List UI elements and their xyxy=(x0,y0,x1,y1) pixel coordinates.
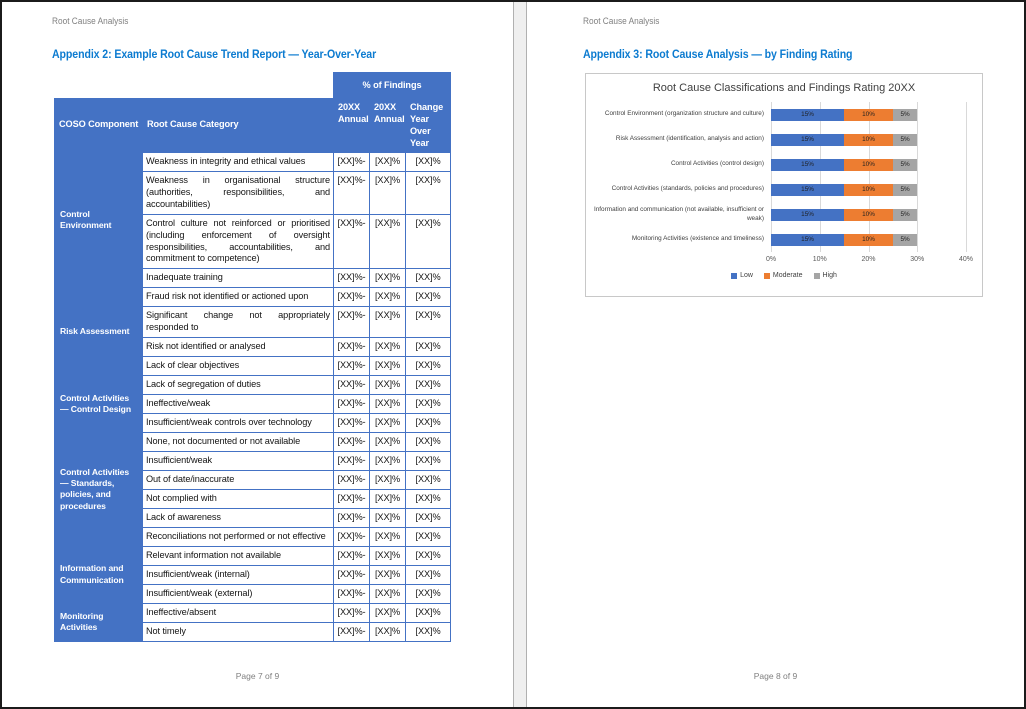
chart-category-row xyxy=(586,227,982,252)
bar-segment-moderate xyxy=(844,184,893,196)
data-label: 5% xyxy=(900,186,910,193)
root-cause-category-cell: Lack of segregation of duties xyxy=(143,376,334,395)
value-cell: [XX]% xyxy=(406,269,451,288)
legend-label: High xyxy=(822,272,837,279)
value-cell: [XX]% xyxy=(370,376,406,395)
bar-segment-moderate xyxy=(844,234,893,246)
root-cause-category-cell: Weakness in organisational structure (authorities, responsibilities, and accountabilities) xyxy=(143,171,334,214)
value-cell: [XX]% xyxy=(406,357,451,376)
value-cell: [XX]% xyxy=(406,171,451,214)
appendix-3-title-text: Appendix 3: Root Cause Analysis — by Finding Rating xyxy=(583,49,853,61)
data-label: 15% xyxy=(801,236,814,243)
appendix-2-title xyxy=(52,49,513,61)
data-label: 5% xyxy=(900,161,910,168)
bar-segment-moderate xyxy=(844,109,893,121)
value-cell: [XX]%- xyxy=(334,376,370,395)
value-cell: [XX]% xyxy=(406,622,451,641)
table-row xyxy=(55,546,451,565)
chart-title: Root Cause Classifications and Findings Rating 20XX xyxy=(652,82,916,94)
table-row xyxy=(55,152,451,171)
bar-segment-high xyxy=(893,134,917,146)
value-cell: [XX]% xyxy=(406,288,451,307)
root-cause-category-cell: Insufficient/weak controls over technology xyxy=(143,414,334,433)
coso-component-cell: Control Activities — Control Design xyxy=(55,376,143,433)
chart-category-label: Control Activities (control design) xyxy=(670,160,764,168)
value-cell: [XX]% xyxy=(370,451,406,470)
chart-category-row xyxy=(586,127,982,152)
findings-rating-chart xyxy=(585,73,983,297)
data-label: 15% xyxy=(801,136,814,143)
value-cell: [XX]% xyxy=(370,288,406,307)
legend-item xyxy=(731,272,753,279)
value-cell: [XX]% xyxy=(406,214,451,269)
bar-segment-high xyxy=(893,209,917,221)
data-label: 10% xyxy=(862,211,875,218)
value-cell: [XX]% xyxy=(370,395,406,414)
value-cell: [XX]% xyxy=(406,470,451,489)
running-header-left xyxy=(52,16,513,26)
value-cell: [XX]%- xyxy=(334,214,370,269)
bar-segment-high xyxy=(893,234,917,246)
data-label: 5% xyxy=(900,211,910,218)
data-label: 15% xyxy=(801,161,814,168)
value-cell: [XX]% xyxy=(406,433,451,452)
bar-segment-high xyxy=(893,109,917,121)
value-cell: [XX]% xyxy=(370,508,406,527)
coso-component-cell: Monitoring Activities xyxy=(55,603,143,641)
value-cell: [XX]%- xyxy=(334,603,370,622)
page-8 xyxy=(527,2,1024,707)
column-header: 20XX Annual xyxy=(370,99,406,153)
value-cell: [XX]% xyxy=(406,508,451,527)
findings-spanner-header: % of Findings xyxy=(334,73,451,99)
value-cell: [XX]% xyxy=(370,214,406,269)
appendix-3-title xyxy=(583,49,1024,61)
page-gap xyxy=(513,2,527,707)
value-cell: [XX]%- xyxy=(334,395,370,414)
data-label: 10% xyxy=(862,161,875,168)
root-cause-category-cell: Not complied with xyxy=(143,489,334,508)
legend-swatch xyxy=(731,273,737,279)
column-header-row xyxy=(55,99,451,153)
value-cell: [XX]% xyxy=(370,433,406,452)
column-header: Change Year Over Year xyxy=(406,99,451,153)
value-cell: [XX]% xyxy=(406,603,451,622)
root-cause-category-cell: Fraud risk not identified or actioned upon xyxy=(143,288,334,307)
value-cell: [XX]% xyxy=(406,152,451,171)
root-cause-category-cell: Reconciliations not performed or not effective xyxy=(143,527,334,546)
chart-bars xyxy=(586,102,982,252)
data-label: 10% xyxy=(862,186,875,193)
chart-category-label: Risk Assessment (identification, analysis and action) xyxy=(615,135,764,143)
value-cell: [XX]%- xyxy=(334,307,370,338)
table-row xyxy=(55,288,451,307)
legend-label: Moderate xyxy=(772,272,803,279)
chart-category-label: Information and communication (not available, insufficient or weak) xyxy=(593,206,764,222)
value-cell: [XX]%- xyxy=(334,288,370,307)
value-cell: [XX]% xyxy=(370,357,406,376)
value-cell: [XX]% xyxy=(406,546,451,565)
legend-swatch xyxy=(764,273,770,279)
bar-track xyxy=(771,159,966,171)
value-cell: [XX]% xyxy=(370,489,406,508)
value-cell: [XX]% xyxy=(370,269,406,288)
bar-segment-moderate xyxy=(844,159,893,171)
value-cell: [XX]%- xyxy=(334,565,370,584)
value-cell: [XX]% xyxy=(370,603,406,622)
value-cell: [XX]% xyxy=(406,338,451,357)
bar-track xyxy=(771,209,966,221)
root-cause-category-cell: Insufficient/weak (internal) xyxy=(143,565,334,584)
value-cell: [XX]% xyxy=(406,395,451,414)
column-header: 20XX Annual xyxy=(334,99,370,153)
bar-segment-low xyxy=(771,209,844,221)
value-cell: [XX]% xyxy=(370,171,406,214)
bar-segment-low xyxy=(771,234,844,246)
bar-track xyxy=(771,184,966,196)
table-row xyxy=(55,603,451,622)
root-cause-category-cell: Relevant information not available xyxy=(143,546,334,565)
chart-category-label: Control Environment (organization structure and culture) xyxy=(604,110,764,118)
table-row xyxy=(55,433,451,452)
table-head xyxy=(55,73,451,153)
value-cell: [XX]%- xyxy=(334,584,370,603)
root-cause-category-cell: Insufficient/weak xyxy=(143,451,334,470)
x-tick-label: 10% xyxy=(812,256,827,263)
value-cell: [XX]% xyxy=(406,565,451,584)
data-label: 10% xyxy=(862,136,875,143)
value-cell: [XX]%- xyxy=(334,414,370,433)
value-cell: [XX]%- xyxy=(334,269,370,288)
value-cell: [XX]%- xyxy=(334,489,370,508)
column-header: COSO Component xyxy=(55,99,143,153)
running-header-right xyxy=(583,16,1024,26)
value-cell: [XX]% xyxy=(406,489,451,508)
bar-segment-low xyxy=(771,184,844,196)
value-cell: [XX]% xyxy=(370,584,406,603)
data-label: 5% xyxy=(900,236,910,243)
value-cell: [XX]%- xyxy=(334,508,370,527)
bar-segment-low xyxy=(771,134,844,146)
value-cell: [XX]% xyxy=(406,376,451,395)
bar-segment-moderate xyxy=(844,209,893,221)
root-cause-category-cell: Significant change not appropriately responded to xyxy=(143,307,334,338)
root-cause-category-cell: Not timely xyxy=(143,622,334,641)
value-cell: [XX]% xyxy=(406,584,451,603)
spanner-row xyxy=(55,73,451,99)
page-number-right: Page 8 of 9 xyxy=(753,671,798,681)
chart-plot xyxy=(586,102,982,252)
data-label: 15% xyxy=(801,111,814,118)
value-cell: [XX]%- xyxy=(334,152,370,171)
value-cell: [XX]%- xyxy=(334,338,370,357)
root-cause-category-cell: None, not documented or not available xyxy=(143,433,334,452)
root-cause-category-cell: Ineffective/absent xyxy=(143,603,334,622)
value-cell: [XX]% xyxy=(370,546,406,565)
data-label: 5% xyxy=(900,136,910,143)
root-cause-category-cell: Lack of clear objectives xyxy=(143,357,334,376)
data-label: 15% xyxy=(801,186,814,193)
page-number-left: Page 7 of 9 xyxy=(235,671,280,681)
data-label: 10% xyxy=(862,236,875,243)
bar-track xyxy=(771,234,966,246)
legend-item xyxy=(814,272,837,279)
legend-label: Low xyxy=(740,272,753,279)
value-cell: [XX]% xyxy=(406,527,451,546)
root-cause-category-cell: Lack of awareness xyxy=(143,508,334,527)
spacer-cell xyxy=(55,73,334,99)
root-cause-category-cell: Insufficient/weak (external) xyxy=(143,584,334,603)
value-cell: [XX]%- xyxy=(334,527,370,546)
x-tick-label: 0% xyxy=(765,256,777,263)
chart-category-label: Control Activities (standards, policies and procedures) xyxy=(611,185,764,193)
bar-segment-moderate xyxy=(844,134,893,146)
root-cause-trend-table xyxy=(54,72,451,642)
value-cell: [XX]%- xyxy=(334,451,370,470)
value-cell: [XX]%- xyxy=(334,622,370,641)
table-row xyxy=(55,376,451,395)
data-label: 5% xyxy=(900,111,910,118)
value-cell: [XX]%- xyxy=(334,433,370,452)
root-cause-category-cell: Risk not identified or analysed xyxy=(143,338,334,357)
bar-segment-low xyxy=(771,159,844,171)
data-label: 15% xyxy=(801,211,814,218)
column-header: Root Cause Category xyxy=(143,99,334,153)
value-cell: [XX]% xyxy=(370,622,406,641)
chart-category-row xyxy=(586,177,982,202)
chart-category-row xyxy=(586,102,982,127)
value-cell: [XX]% xyxy=(406,451,451,470)
coso-component-cell: Control Activities — Standards, policies, and procedures xyxy=(55,433,143,547)
legend-item xyxy=(764,272,803,279)
root-cause-category-cell: Control culture not reinforced or prioritised (including enforcement of oversight responsibilities, accountabilities, and commitment to competence) xyxy=(143,214,334,269)
value-cell: [XX]% xyxy=(370,527,406,546)
value-cell: [XX]%- xyxy=(334,171,370,214)
coso-component-cell: Control Environment xyxy=(55,152,143,288)
x-tick-label: 40% xyxy=(958,256,974,263)
x-tick-label: 20% xyxy=(861,256,876,263)
x-axis xyxy=(765,252,974,267)
running-header-text: Root Cause Analysis xyxy=(52,16,129,26)
bar-segment-low xyxy=(771,109,844,121)
bar-track xyxy=(771,109,966,121)
value-cell: [XX]% xyxy=(406,414,451,433)
data-label: 10% xyxy=(862,111,875,118)
bar-segment-high xyxy=(893,184,917,196)
legend-swatch xyxy=(814,273,820,279)
running-header-text: Root Cause Analysis xyxy=(583,16,660,26)
value-cell: [XX]% xyxy=(370,307,406,338)
value-cell: [XX]%- xyxy=(334,470,370,489)
value-cell: [XX]% xyxy=(370,470,406,489)
table-body xyxy=(55,152,451,641)
chart-category-label: Monitoring Activities (existence and timeliness) xyxy=(631,235,764,243)
page-7 xyxy=(2,2,513,707)
value-cell: [XX]% xyxy=(370,152,406,171)
root-cause-category-cell: Weakness in integrity and ethical values xyxy=(143,152,334,171)
coso-component-cell: Risk Assessment xyxy=(55,288,143,376)
bar-segment-high xyxy=(893,159,917,171)
bar-track xyxy=(771,134,966,146)
chart-legend xyxy=(586,272,982,279)
value-cell: [XX]% xyxy=(406,307,451,338)
coso-component-cell: Information and Communication xyxy=(55,546,143,603)
value-cell: [XX]%- xyxy=(334,546,370,565)
chart-category-row xyxy=(586,152,982,177)
value-cell: [XX]% xyxy=(370,338,406,357)
appendix-2-title-text: Appendix 2: Example Root Cause Trend Report — Year-Over-Year xyxy=(52,49,377,61)
value-cell: [XX]%- xyxy=(334,357,370,376)
root-cause-category-cell: Inadequate training xyxy=(143,269,334,288)
root-cause-category-cell: Out of date/inaccurate xyxy=(143,470,334,489)
value-cell: [XX]% xyxy=(370,565,406,584)
chart-category-row xyxy=(586,202,982,227)
value-cell: [XX]% xyxy=(370,414,406,433)
x-tick-label: 30% xyxy=(910,256,925,263)
root-cause-category-cell: Ineffective/weak xyxy=(143,395,334,414)
